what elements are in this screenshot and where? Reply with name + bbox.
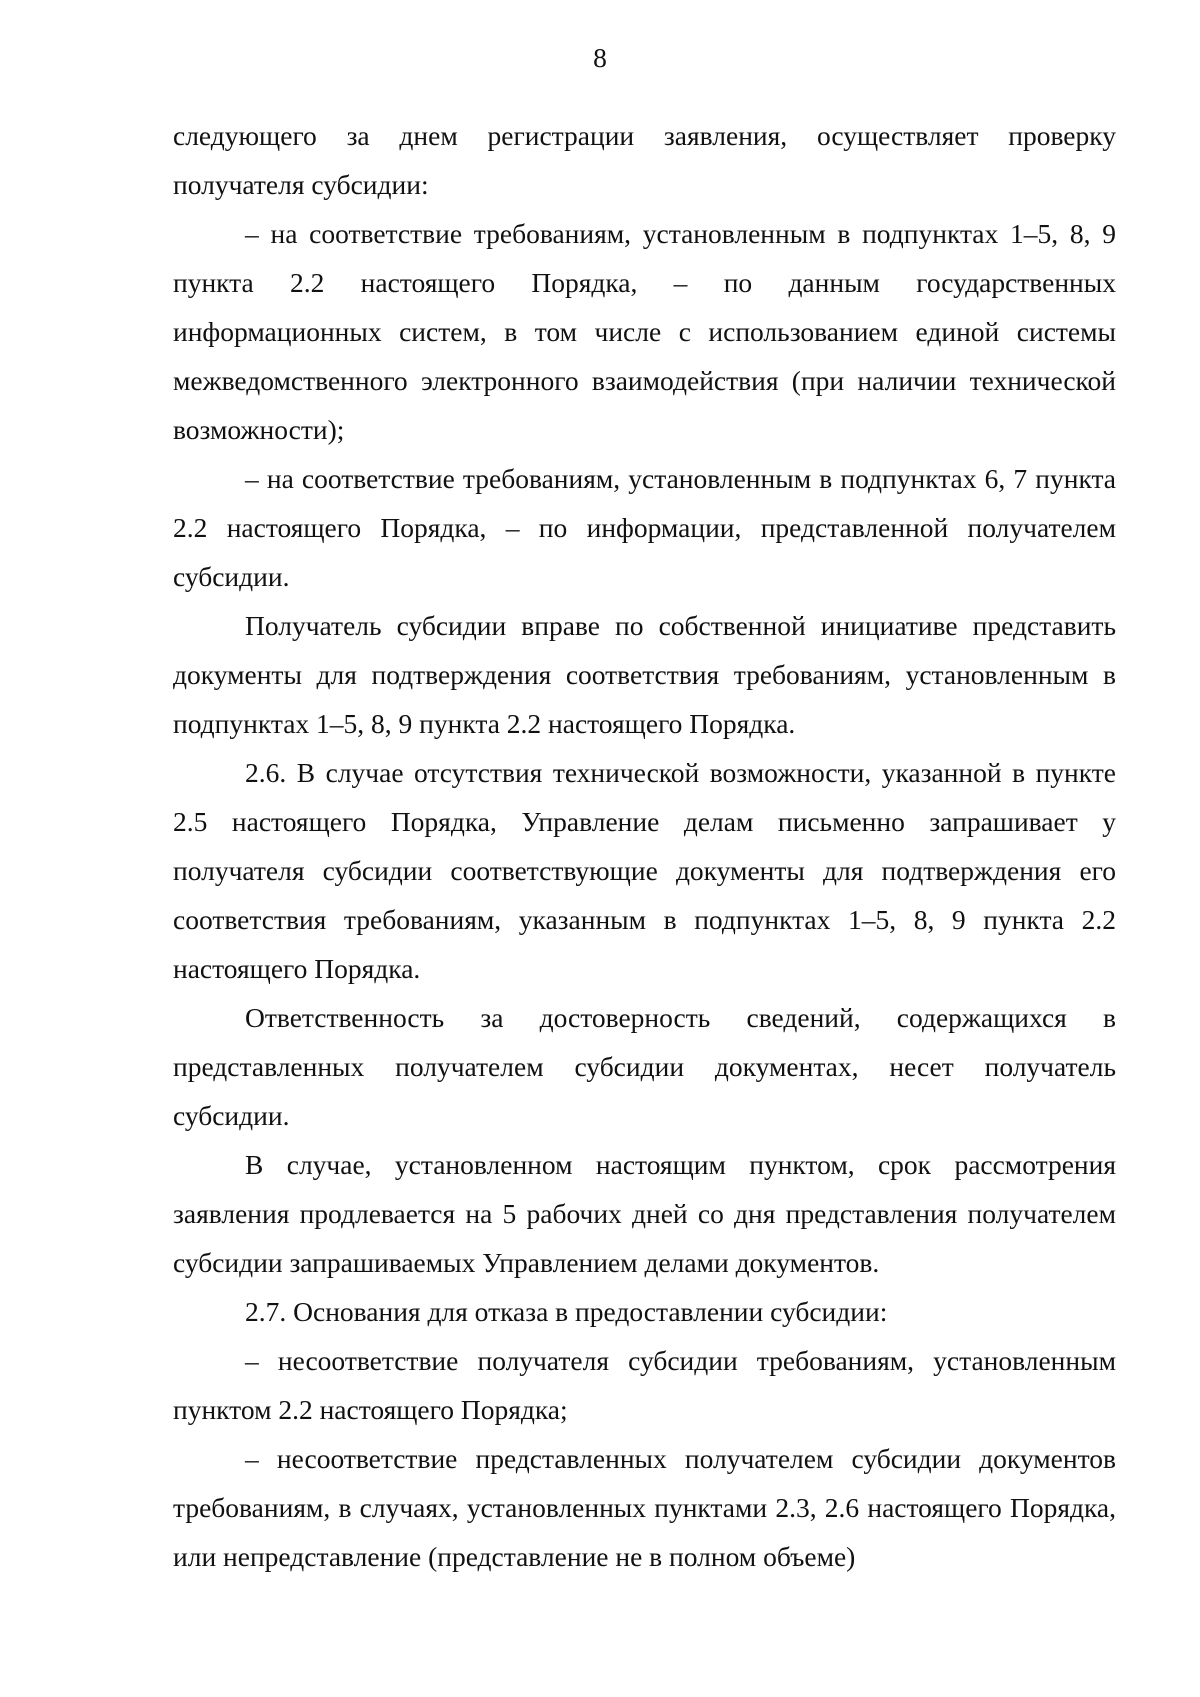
page-number: 8	[593, 42, 607, 73]
paragraph-voluntary-documents: Получатель субсидии вправе по собственной инициативе представить документы для подтверждения соответствия требованиям, установленным в подпунктах 1–5, 8, 9 пункта 2.2 настоящего Порядка.	[173, 610, 1116, 739]
paragraph-refusal-ground-1: – несоответствие получателя субсидии требованиям, установленным пунктом 2.2 настоящего Порядка;	[173, 1345, 1116, 1425]
paragraph-refusal-ground-2: – несоответствие представленных получателем субсидии документов требованиям, в случаях, установленных пунктами 2.3, 2.6 настоящего Порядка, или непредставление (представление не в полном объеме)	[173, 1443, 1116, 1572]
paragraph-clause-2-6: 2.6. В случае отсутствия технической возможности, указанной в пункте 2.5 настоящего Порядка, Управление делам письменно запрашивает у получателя субсидии соответствующие документы для подтверждения его соответствия требованиям, указанным в подпунктах 1–5, 8, 9 пункта 2.2 настоящего Порядка.	[173, 757, 1116, 984]
paragraph-clause-2-7: 2.7. Основания для отказа в предоставлении субсидии:	[245, 1296, 888, 1327]
paragraph-check-recipient-info: – на соответствие требованиям, установленным в подпунктах 6, 7 пункта 2.2 настоящего Порядка, – по информации, представленной получателем субсидии.	[173, 463, 1116, 592]
paragraph-check-gis: – на соответствие требованиям, установленным в подпунктах 1–5, 8, 9 пункта 2.2 настоящего Порядка, – по данным государственных информационных систем, в том числе с использованием единой системы межведомственного электронного взаимодействия (при наличии технической возможности);	[173, 218, 1116, 445]
paragraph-continuation: следующего за днем регистрации заявления, осуществляет проверку получателя субсидии:	[173, 120, 1116, 200]
paragraph-term-extension: В случае, установленном настоящим пунктом, срок рассмотрения заявления продлевается на 5 рабочих дней со дня представления получателем субсидии запрашиваемых Управлением делами документов.	[173, 1149, 1116, 1278]
paragraph-responsibility: Ответственность за достоверность сведений, содержащихся в представленных получателем субсидии документах, несет получатель субсидии.	[173, 1002, 1116, 1131]
document-body	[173, 111, 1116, 1581]
